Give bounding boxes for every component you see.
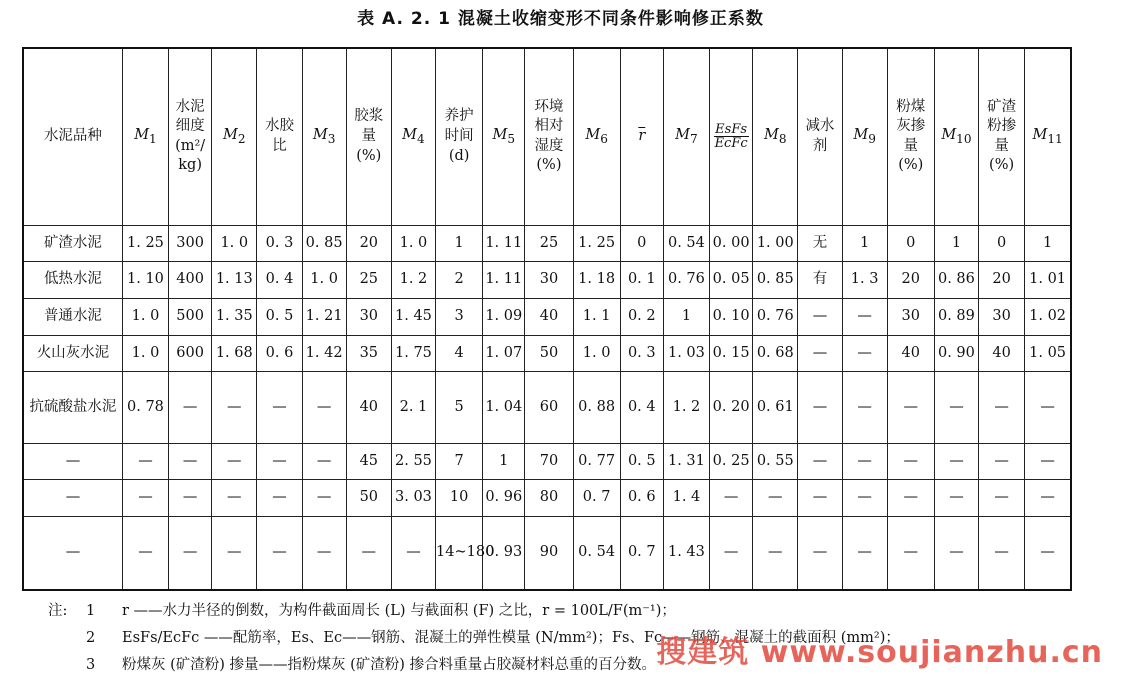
table-cell: 0. 77: [573, 443, 620, 480]
header-m8: $M_8$: [753, 48, 798, 225]
table-cell: 25: [346, 262, 391, 299]
row-label-cell: 矿渣水泥: [23, 225, 122, 262]
header-m6: $M_6$: [573, 48, 620, 225]
note-2-text: EsFs/EcFc ——配筋率，Es、Ec——钢筋、混凝土的弹性模量 (N/mm²)；Fs、Fc——钢筋、混凝土的截面积 (mm²)；: [122, 630, 900, 646]
table-cell: —: [979, 372, 1025, 443]
table-cell: —: [1025, 443, 1071, 480]
table-cell: —: [798, 480, 842, 517]
note-3-text: 粉煤灰 (矿渣粉) 掺量——指粉煤灰 (矿渣粉) 掺合料重量占胶凝材料总重的百分数。: [122, 657, 657, 673]
table-cell: 1. 25: [573, 225, 620, 262]
header-m5: $M_5$: [483, 48, 525, 225]
header-m3: $M_3$: [302, 48, 346, 225]
table-cell: 2. 55: [391, 443, 435, 480]
table-cell: 0. 3: [257, 225, 302, 262]
header-humidity: 环境 相对 湿度 (%): [525, 48, 573, 225]
table-cell: 70: [525, 443, 573, 480]
row-label-cell: 火山灰水泥: [23, 335, 122, 372]
table-cell: —: [169, 443, 212, 480]
table-cell: —: [842, 480, 887, 517]
table-cell: 500: [169, 298, 212, 335]
table-cell: 0. 85: [302, 225, 346, 262]
table-cell: 0. 4: [620, 372, 663, 443]
table-cell: 30: [979, 298, 1025, 335]
table-cell: 1. 42: [302, 335, 346, 372]
table-row: [23, 517, 1071, 590]
table-cell: —: [1025, 372, 1071, 443]
header-m7: $M_7$: [663, 48, 709, 225]
table-cell: —: [887, 517, 934, 590]
table-cell: 0. 5: [620, 443, 663, 480]
table-cell: 0. 6: [257, 335, 302, 372]
table-cell: 无: [798, 225, 842, 262]
table-cell: 1. 11: [483, 225, 525, 262]
table-cell: —: [842, 517, 887, 590]
table-row: [23, 443, 1071, 480]
table-cell: 0. 61: [753, 372, 798, 443]
table-cell: 0. 15: [710, 335, 753, 372]
table-cell: 50: [346, 480, 391, 517]
table-cell: 600: [169, 335, 212, 372]
table-cell: 1. 03: [663, 335, 709, 372]
table-cell: 1. 2: [391, 262, 435, 299]
table-cell: 1. 11: [483, 262, 525, 299]
table-cell: 0: [979, 225, 1025, 262]
table-cell: 1. 00: [753, 225, 798, 262]
table-cell: —: [753, 517, 798, 590]
table-cell: —: [887, 372, 934, 443]
table-cell: 1. 0: [573, 335, 620, 372]
table-cell: —: [212, 372, 257, 443]
table-cell: 1: [842, 225, 887, 262]
header-reinforcement-ratio: $\frac{\text{EsFs}}{\text{EcFc}}$: [710, 48, 753, 225]
table-cell: —: [753, 480, 798, 517]
table-cell: —: [257, 372, 302, 443]
table-cell: —: [979, 443, 1025, 480]
table-cell: —: [212, 517, 257, 590]
table-cell: 1. 13: [212, 262, 257, 299]
header-m11: $M_{11}$: [1025, 48, 1071, 225]
table-cell: 1. 0: [212, 225, 257, 262]
header-r-bar: $\overline{r}$: [620, 48, 663, 225]
table-cell: 1: [483, 443, 525, 480]
table-cell: 0. 25: [710, 443, 753, 480]
table-cell: —: [842, 443, 887, 480]
table-row: [23, 225, 1071, 262]
table-cell: 0. 85: [753, 262, 798, 299]
table-cell: 0. 2: [620, 298, 663, 335]
table-cell: —: [391, 517, 435, 590]
table-cell: —: [798, 517, 842, 590]
table-cell: —: [212, 480, 257, 517]
table-title: 表 A. 2. 1 混凝土收缩变形不同条件影响修正系数: [357, 9, 764, 29]
table-cell: —: [122, 480, 168, 517]
table-cell: 20: [887, 262, 934, 299]
table-cell: —: [934, 517, 978, 590]
table-cell: 0. 76: [663, 262, 709, 299]
table-cell: 0. 54: [663, 225, 709, 262]
table-row: [23, 372, 1071, 443]
correction-factor-table: [22, 47, 1072, 591]
table-cell: 1: [436, 225, 483, 262]
table-cell: 30: [887, 298, 934, 335]
table-cell: 0. 86: [934, 262, 978, 299]
table-cell: 0. 05: [710, 262, 753, 299]
table-cell: 1. 09: [483, 298, 525, 335]
table-cell: 1. 05: [1025, 335, 1071, 372]
table-cell: 0. 6: [620, 480, 663, 517]
table-cell: 90: [525, 517, 573, 590]
table-cell: —: [842, 298, 887, 335]
watermark-logo: 搜建筑 www.soujianzhu.cn: [656, 635, 1103, 670]
table-cell: 0. 7: [620, 517, 663, 590]
table-cell: 300: [169, 225, 212, 262]
table-cell: 1. 1: [573, 298, 620, 335]
table-cell: 40: [346, 372, 391, 443]
table-cell: —: [346, 517, 391, 590]
table-cell: —: [842, 372, 887, 443]
table-cell: 1. 0: [391, 225, 435, 262]
table-cell: 1. 0: [122, 298, 168, 335]
table-cell: 0. 4: [257, 262, 302, 299]
note-2: 2 EsFs/EcFc ——配筋率，Es、Ec——钢筋、混凝土的弹性模量 (N/mm²)；Fs、Fc——钢筋、混凝土的截面积 (mm²)；: [86, 630, 900, 646]
table-cell: 0. 76: [753, 298, 798, 335]
table-cell: —: [302, 480, 346, 517]
table-cell: 0. 00: [710, 225, 753, 262]
table-cell: 1. 02: [1025, 298, 1071, 335]
table-cell: 30: [525, 262, 573, 299]
table-cell: 1. 45: [391, 298, 435, 335]
table-cell: 1. 43: [663, 517, 709, 590]
table-cell: —: [302, 372, 346, 443]
table-cell: 40: [979, 335, 1025, 372]
header-m2: $M_2$: [212, 48, 257, 225]
table-cell: 1. 0: [302, 262, 346, 299]
table-cell: —: [934, 443, 978, 480]
table-cell: 0. 93: [483, 517, 525, 590]
table-cell: 60: [525, 372, 573, 443]
table-cell: —: [710, 480, 753, 517]
row-label-cell: —: [23, 480, 122, 517]
table-cell: 1. 04: [483, 372, 525, 443]
table-cell: 30: [346, 298, 391, 335]
table-cell: 1. 21: [302, 298, 346, 335]
table-cell: 1: [934, 225, 978, 262]
table-cell: 40: [525, 298, 573, 335]
note-1: 注: 1 r ——水力半径的倒数，为构件截面周长 (L) 与截面积 (F) 之比，r = 100L/F(m⁻¹)；: [48, 598, 1108, 625]
table-cell: 20: [346, 225, 391, 262]
header-paste-volume: 胶浆 量 (%): [346, 48, 391, 225]
table-cell: —: [169, 480, 212, 517]
table-cell: 1. 68: [212, 335, 257, 372]
table-cell: —: [212, 443, 257, 480]
row-label-cell: 抗硫酸盐水泥: [23, 372, 122, 443]
table-cell: 10: [436, 480, 483, 517]
table-cell: 1. 18: [573, 262, 620, 299]
header-fineness: 水泥 细度 (m²/ kg): [169, 48, 212, 225]
row-label-cell: —: [23, 517, 122, 590]
table-cell: 0. 10: [710, 298, 753, 335]
header-slag-powder: 矿渣 粉掺 量 (%): [979, 48, 1025, 225]
table-cell: 1. 31: [663, 443, 709, 480]
table-cell: —: [979, 517, 1025, 590]
header-m4: $M_4$: [391, 48, 435, 225]
table-cell: 0. 3: [620, 335, 663, 372]
table-cell: —: [169, 372, 212, 443]
table-cell: 1. 3: [842, 262, 887, 299]
note-lead: 注:: [48, 603, 68, 619]
table-cell: 14~180: [436, 517, 483, 590]
table-cell: 5: [436, 372, 483, 443]
table-cell: —: [302, 517, 346, 590]
table-cell: 35: [346, 335, 391, 372]
table-cell: 1. 0: [122, 335, 168, 372]
table-cell: 1: [1025, 225, 1071, 262]
table-cell: —: [257, 480, 302, 517]
table-cell: 1. 07: [483, 335, 525, 372]
table-row: [23, 480, 1071, 517]
row-label-cell: 低热水泥: [23, 262, 122, 299]
table-cell: —: [257, 443, 302, 480]
table-cell: 2: [436, 262, 483, 299]
header-m1: $M_1$: [122, 48, 168, 225]
table-cell: 400: [169, 262, 212, 299]
table-cell: 1. 2: [663, 372, 709, 443]
row-label-cell: 普通水泥: [23, 298, 122, 335]
table-cell: —: [887, 443, 934, 480]
table-cell: 80: [525, 480, 573, 517]
table-cell: 2. 1: [391, 372, 435, 443]
table-cell: 0. 55: [753, 443, 798, 480]
table-cell: —: [122, 517, 168, 590]
table-cell: 0: [887, 225, 934, 262]
table-cell: 0. 20: [710, 372, 753, 443]
note-3: 3 粉煤灰 (矿渣粉) 掺量——指粉煤灰 (矿渣粉) 掺合料重量占胶凝材料总重的百分数。: [86, 657, 657, 673]
table-cell: 45: [346, 443, 391, 480]
note-1-text: r ——水力半径的倒数，为构件截面周长 (L) 与截面积 (F) 之比，r = 100L/F(m⁻¹)；: [122, 603, 676, 619]
table-row: [23, 335, 1071, 372]
table-cell: 1: [663, 298, 709, 335]
table-cell: 0. 90: [934, 335, 978, 372]
header-fly-ash: 粉煤 灰掺 量 (%): [887, 48, 934, 225]
table-cell: 1. 75: [391, 335, 435, 372]
table-cell: —: [122, 443, 168, 480]
table-cell: 1. 25: [122, 225, 168, 262]
table-row: [23, 262, 1071, 299]
table-cell: 0. 78: [122, 372, 168, 443]
table-row: [23, 298, 1071, 335]
header-water-reducer: 减水 剂: [798, 48, 842, 225]
header-cement-type: 水泥品种: [23, 48, 122, 225]
table-cell: —: [798, 335, 842, 372]
table-cell: 0. 7: [573, 480, 620, 517]
table-cell: 0. 68: [753, 335, 798, 372]
table-cell: 20: [979, 262, 1025, 299]
table-cell: —: [842, 335, 887, 372]
table-cell: —: [798, 372, 842, 443]
header-row: [23, 48, 1071, 225]
table-cell: 0. 1: [620, 262, 663, 299]
table-cell: 1. 10: [122, 262, 168, 299]
table-cell: —: [1025, 480, 1071, 517]
row-label-cell: —: [23, 443, 122, 480]
header-curing-time: 养护 时间 (d): [436, 48, 483, 225]
table-cell: —: [798, 443, 842, 480]
header-m10: $M_{10}$: [934, 48, 978, 225]
table-cell: —: [169, 517, 212, 590]
table-cell: 0. 5: [257, 298, 302, 335]
table-cell: 有: [798, 262, 842, 299]
table-cell: —: [798, 298, 842, 335]
table-cell: 1. 4: [663, 480, 709, 517]
table-cell: 0: [620, 225, 663, 262]
table-cell: 3: [436, 298, 483, 335]
table-cell: —: [710, 517, 753, 590]
table-body: [23, 225, 1071, 590]
table-cell: 0. 96: [483, 480, 525, 517]
table-cell: —: [887, 480, 934, 517]
table-cell: 25: [525, 225, 573, 262]
header-m9: $M_9$: [842, 48, 887, 225]
table-cell: 0. 88: [573, 372, 620, 443]
table-cell: —: [257, 517, 302, 590]
table-cell: 40: [887, 335, 934, 372]
table-cell: 3. 03: [391, 480, 435, 517]
table-cell: 1. 01: [1025, 262, 1071, 299]
table-cell: —: [934, 480, 978, 517]
header-water-binder-ratio: 水胶 比: [257, 48, 302, 225]
table-cell: 7: [436, 443, 483, 480]
table-cell: —: [302, 443, 346, 480]
table-cell: 1. 35: [212, 298, 257, 335]
table-cell: 0. 54: [573, 517, 620, 590]
table-cell: —: [1025, 517, 1071, 590]
table-cell: 50: [525, 335, 573, 372]
table-cell: 0. 89: [934, 298, 978, 335]
table-cell: 4: [436, 335, 483, 372]
table-cell: —: [934, 372, 978, 443]
table-cell: —: [979, 480, 1025, 517]
